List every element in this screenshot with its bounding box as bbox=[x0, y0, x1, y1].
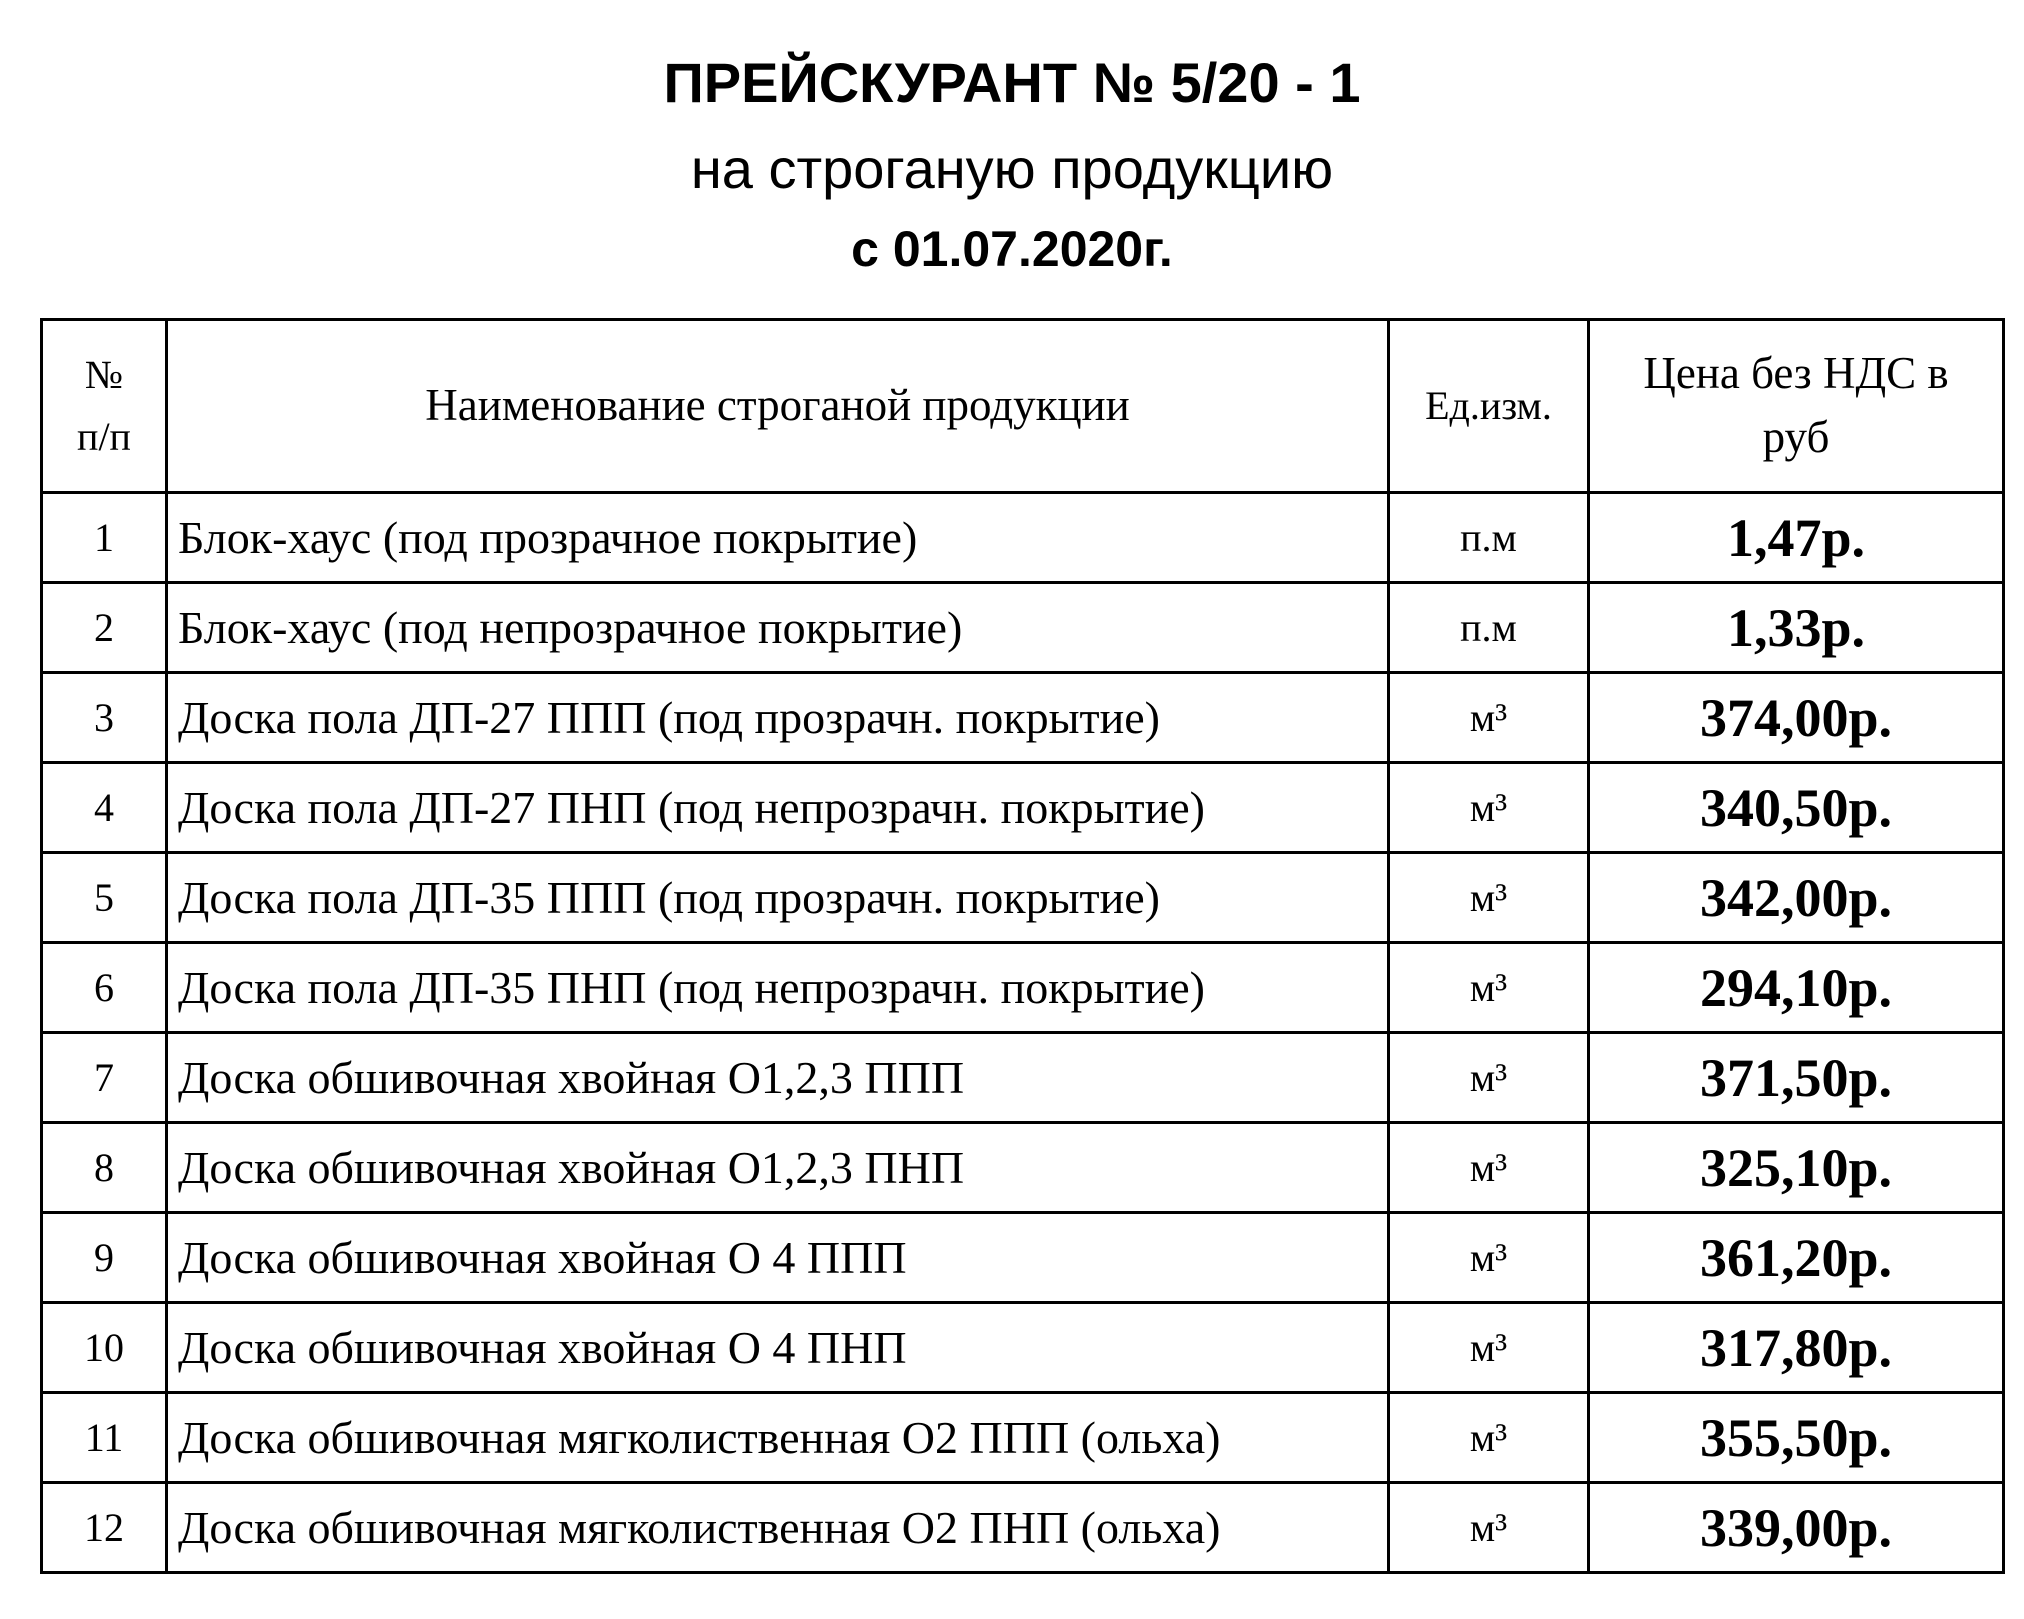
product-name: Доска обшивочная мягколиственная О2 ППП (ольха) bbox=[167, 1393, 1389, 1483]
product-name: Доска обшивочная хвойная О 4 ППП bbox=[167, 1213, 1389, 1303]
product-name: Блок-хаус (под непрозрачное покрытие) bbox=[167, 583, 1389, 673]
table-row bbox=[42, 673, 2004, 763]
table-row bbox=[42, 1033, 2004, 1123]
product-name: Доска пола ДП-27 ППП (под прозрачн. покрытие) bbox=[167, 673, 1389, 763]
column-header-price-line2: руб bbox=[1762, 412, 1830, 462]
price-value: 371,50р. bbox=[1589, 1033, 2004, 1123]
table-row bbox=[42, 1213, 2004, 1303]
row-number: 2 bbox=[42, 583, 167, 673]
table-header-row bbox=[42, 320, 2004, 493]
unit-of-measure: м³ bbox=[1389, 1033, 1589, 1123]
unit-of-measure: м³ bbox=[1389, 763, 1589, 853]
table-row bbox=[42, 853, 2004, 943]
price-value: 317,80р. bbox=[1589, 1303, 2004, 1393]
row-number: 8 bbox=[42, 1123, 167, 1213]
price-list-subtitle: на строганую продукцию bbox=[690, 137, 1334, 200]
unit-of-measure: м³ bbox=[1389, 943, 1589, 1033]
table-row bbox=[42, 493, 2004, 583]
row-number: 10 bbox=[42, 1303, 167, 1393]
table-row bbox=[42, 943, 2004, 1033]
price-value: 325,10р. bbox=[1589, 1123, 2004, 1213]
unit-of-measure: п.м bbox=[1389, 583, 1589, 673]
price-value: 355,50р. bbox=[1589, 1393, 2004, 1483]
price-value: 1,47р. bbox=[1589, 493, 2004, 583]
product-name: Доска пола ДП-35 ПНП (под непрозрачн. покрытие) bbox=[167, 943, 1389, 1033]
unit-of-measure: м³ bbox=[1389, 1483, 1589, 1573]
column-header-number-line1: № bbox=[84, 352, 124, 397]
table-row bbox=[42, 583, 2004, 673]
row-number: 6 bbox=[42, 943, 167, 1033]
price-value: 1,33р. bbox=[1589, 583, 2004, 673]
product-name: Доска обшивочная мягколиственная О2 ПНП (ольха) bbox=[167, 1483, 1389, 1573]
row-number: 3 bbox=[42, 673, 167, 763]
table-row bbox=[42, 763, 2004, 853]
product-name: Доска обшивочная хвойная О1,2,3 ППП bbox=[167, 1033, 1389, 1123]
unit-of-measure: м³ bbox=[1389, 1213, 1589, 1303]
column-header-unit: Ед.изм. bbox=[1389, 320, 1589, 493]
price-value: 340,50р. bbox=[1589, 763, 2004, 853]
row-number: 11 bbox=[42, 1393, 167, 1483]
product-name: Доска обшивочная хвойная О 4 ПНП bbox=[167, 1303, 1389, 1393]
price-value: 361,20р. bbox=[1589, 1213, 2004, 1303]
unit-of-measure: м³ bbox=[1389, 853, 1589, 943]
product-name: Доска пола ДП-35 ППП (под прозрачн. покрытие) bbox=[167, 853, 1389, 943]
effective-date: с 01.07.2020г. bbox=[851, 221, 1173, 277]
unit-of-measure: п.м bbox=[1389, 493, 1589, 583]
column-header-price-line1: Цена без НДС в bbox=[1643, 348, 1949, 399]
price-value: 342,00р. bbox=[1589, 853, 2004, 943]
price-table bbox=[40, 318, 2005, 1574]
column-header-number bbox=[42, 320, 167, 493]
row-number: 9 bbox=[42, 1213, 167, 1303]
price-value: 374,00р. bbox=[1589, 673, 2004, 763]
table-row bbox=[42, 1483, 2004, 1573]
column-header-number-line2: п/п bbox=[77, 414, 131, 459]
unit-of-measure: м³ bbox=[1389, 673, 1589, 763]
row-number: 4 bbox=[42, 763, 167, 853]
unit-of-measure: м³ bbox=[1389, 1303, 1589, 1393]
product-name: Блок-хаус (под прозрачное покрытие) bbox=[167, 493, 1389, 583]
row-number: 5 bbox=[42, 853, 167, 943]
product-name: Доска пола ДП-27 ПНП (под непрозрачн. покрытие) bbox=[167, 763, 1389, 853]
table-row bbox=[42, 1393, 2004, 1483]
unit-of-measure: м³ bbox=[1389, 1123, 1589, 1213]
column-header-name: Наименование строганой продукции bbox=[167, 320, 1389, 493]
price-value: 339,00р. bbox=[1589, 1483, 2004, 1573]
row-number: 7 bbox=[42, 1033, 167, 1123]
row-number: 12 bbox=[42, 1483, 167, 1573]
product-name: Доска обшивочная хвойная О1,2,3 ПНП bbox=[167, 1123, 1389, 1213]
table-row bbox=[42, 1123, 2004, 1213]
price-list-title: ПРЕЙСКУРАНТ № 5/20 - 1 bbox=[663, 51, 1361, 114]
unit-of-measure: м³ bbox=[1389, 1393, 1589, 1483]
table-row bbox=[42, 1303, 2004, 1393]
row-number: 1 bbox=[42, 493, 167, 583]
column-header-price bbox=[1589, 320, 2004, 493]
price-value: 294,10р. bbox=[1589, 943, 2004, 1033]
